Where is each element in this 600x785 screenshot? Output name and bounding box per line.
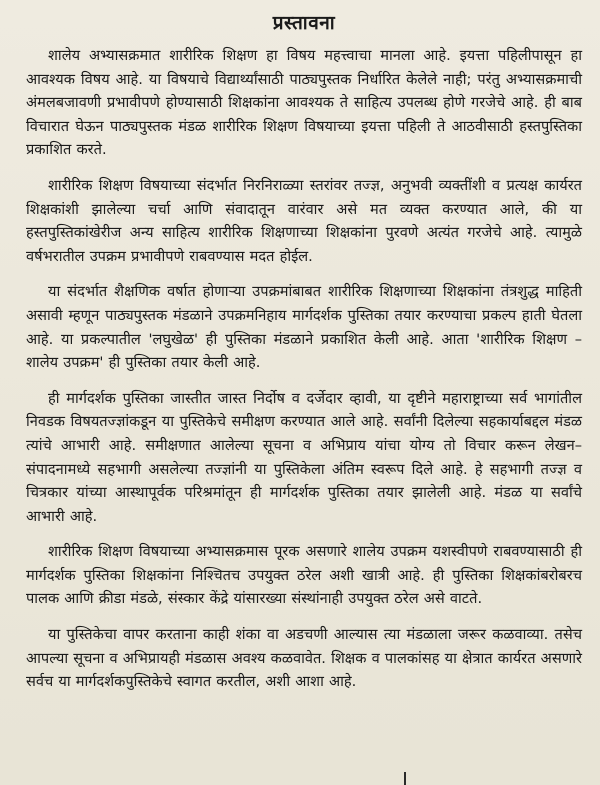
- paragraph-4: ही मार्गदर्शक पुस्तिका जास्तीत जास्त निर्दोष व दर्जेदार व्हावी, या दृष्टीने महाराष्ट्राच्या सर्व भागांतील निवडक विषयतज्ज्ञांकडून या पुस्तिकेचे समीक्षण करण्यात आले आहे. सर्वांनी दिलेल्या सहकार्याबद्दल मंडळ त्यांचे आभारी आहे. समीक्षणात आलेल्या सूचना व अभिप्राय यांचा योग्य तो विचार करून लेखन–संपादनामध्ये सहभागी असलेल्या तज्ज्ञांनी या पुस्तिकेला अंतिम स्वरूप दिले आहे. हे सहभागी तज्ज्ञ व चित्रकार यांच्या आस्थापूर्वक परिश्रमांतून ही मार्गदर्शक पुस्तिका तयार झालेली आहे. मंडळ या सर्वांचे आभारी आहे.: [26, 389, 582, 525]
- page-title: प्रस्तावना: [272, 12, 336, 34]
- paragraph-3: या संदर्भात शैक्षणिक वर्षात होणाऱ्या उपक्रमांबाबत शारीरिक शिक्षणाच्या शिक्षकांना तंत्रशुद्ध माहिती असावी म्हणून पाठ्यपुस्तक मंडळाने उपक्रमनिहाय मार्गदर्शक पुस्तिका तयार करण्याचा प्रकल्प हाती घेतला आहे. या प्रकल्पातील 'लघुखेळ' ही पुस्तिका मंडळाने प्रकाशित केली आहे. आता 'शारीरिक शिक्षण – शालेय उपक्रम' ही पुस्तिका तयार केली आहे.: [26, 283, 582, 372]
- paragraph-5: शारीरिक शिक्षण विषयाच्या अभ्यासक्रमास पूरक असणारे शालेय उपक्रम यशस्वीपणे राबवण्यासाठी ही मार्गदर्शक पुस्तिका शिक्षकांना निश्चितच उपयुक्त ठरेल अशी खात्री आहे. ही पुस्तिका शिक्षकांबरोबरच पालक आणि क्रीडा मंडळे, संस्कार केंद्रे यांसारख्या संस्थांनाही उपयुक्त ठरेल असे वाटते.: [26, 543, 582, 608]
- paragraph-6: या पुस्तिकेचा वापर करताना काही शंका वा अडचणी आल्यास त्या मंडळाला जरूर कळवाव्या. तसेच आपल्या सूचना व अभिप्रायही मंडळास अवश्य कळवावेत. शिक्षक व पालकांसह या क्षेत्रात कार्यरत असणारे सर्वच या मार्गदर्शकपुस्तिकेचे स्वागत करतील, अशी आशा आहे.: [26, 626, 582, 691]
- page-edge-mark: [404, 772, 406, 785]
- paragraph-2: शारीरिक शिक्षण विषयाच्या संदर्भात निरनिराळ्या स्तरांवर तज्ज्ञ, अनुभवी व्यक्तींशी व प्रत्यक्ष कार्यरत शिक्षकांशी झालेल्या चर्चा आणि संवादातून वारंवार असे मत व्यक्त करण्यात आले, की या हस्तपुस्तिकांखेरीज अन्य साहित्य शारीरिक शिक्षणाच्या शिक्षकांना पुरवणे अत्यंत गरजेचे आहे. त्यामुळे वर्षभरातील उपक्रम प्रभावीपणे राबवण्यास मदत होईल.: [26, 176, 582, 265]
- paragraph-1: शालेय अभ्यासक्रमात शारीरिक शिक्षण हा विषय महत्त्वाचा मानला आहे. इयत्ता पहिलीपासून हा आवश्यक विषय आहे. या विषयाचे विद्यार्थ्यांसाठी पाठ्यपुस्तक निर्धारित केलेले नाही; परंतु अभ्यासक्रमाची अंमलबजावणी प्रभावीपणे होण्यासाठी शिक्षकांना आवश्यक ते साहित्य उपलब्ध होणे गरजेचे आहे. ही बाब विचारात घेऊन पाठ्यपुस्तक मंडळ शारीरिक शिक्षण विषयाच्या इयत्ता पहिली ते आठवीसाठी हस्तपुस्तिका प्रकाशित करते.: [26, 47, 582, 159]
